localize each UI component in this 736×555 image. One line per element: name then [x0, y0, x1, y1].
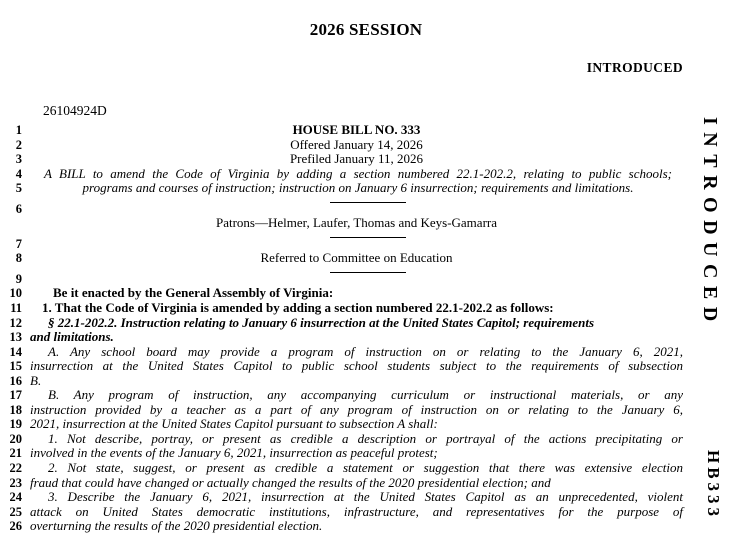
bill-line-13 [0, 330, 736, 345]
bill-line-20 [0, 432, 736, 447]
line-number: 19 [9, 417, 22, 432]
bill-line-4 [0, 167, 736, 182]
bill-line-19 [0, 417, 736, 432]
line-number: 3 [15, 152, 22, 167]
bill-line-2 [0, 138, 736, 153]
bill-line-24 [0, 490, 736, 505]
bill-line-12 [0, 316, 736, 331]
line-number: 21 [9, 446, 22, 461]
line-number: 12 [9, 315, 22, 330]
line-text: A. Any school board may provide a program of instruction on or relating to the January 6, 2021, [48, 343, 683, 359]
line-number: 10 [9, 286, 22, 301]
line-text: Offered January 14, 2026 [290, 136, 423, 152]
bill-line-9 [0, 272, 736, 287]
line-number: 23 [9, 475, 22, 490]
line-text: Prefiled January 11, 2026 [289, 151, 424, 167]
line-number: 2 [15, 137, 22, 152]
vertical-introduced-label: INTRODUCED [699, 117, 721, 329]
line-number: 4 [15, 166, 22, 181]
line-text: programs and courses of instruction; instruction on January 6 insurrection; requirements and limitations. [82, 180, 634, 196]
line-text: fraud that could have changed or actually changed the results of the 2020 presidential election; and [30, 474, 551, 490]
separator-rule [330, 237, 406, 238]
line-text: insurrection at the United States Capitol to public school students subject to the requirements of subsection [30, 358, 683, 374]
line-text: instruction provided by a teacher as a part of any program of instruction on or relating to the January 6, [30, 401, 683, 417]
line-text: 1. That the Code of Virginia is amended by adding a section numbered 22.1-202.2 as follows: [42, 300, 554, 316]
line-number: 13 [9, 330, 22, 345]
bill-line-26 [0, 519, 736, 534]
line-text: and limitations. [30, 329, 114, 345]
bill-line-7 [0, 237, 736, 252]
line-number: 11 [10, 301, 22, 316]
line-number: 7 [15, 236, 22, 251]
bill-line-1 [0, 123, 736, 138]
bill-line-8 [0, 251, 736, 266]
line-text: Be it enacted by the General Assembly of Virginia: [53, 285, 334, 301]
line-number: 16 [9, 373, 22, 388]
line-text: involved in the events of the January 6, 2021, insurrection as peaceful protest; [30, 445, 438, 461]
vertical-bill-number: HB333 [704, 450, 723, 521]
bill-line-22 [0, 461, 736, 476]
line-text: HOUSE BILL NO. 333 [292, 122, 421, 137]
line-text: B. [30, 372, 42, 388]
line-text: B. Any program of instruction, any accompanying curriculum or instructional materials, or any [48, 387, 683, 403]
bill-line-16 [0, 374, 736, 389]
separator-rule [330, 272, 406, 273]
line-text: 2. Not state, suggest, or present as credible a statement or suggestion that there was extensive election [48, 460, 683, 476]
line-number: 24 [9, 490, 22, 505]
line-number: 6 [15, 201, 22, 216]
line-text: attack on United States democratic institutions, infrastructure, and representatives for the purpose of [30, 503, 683, 519]
line-number: 1 [15, 123, 22, 137]
bill-line-5 [0, 181, 736, 196]
patrons-line [0, 216, 736, 231]
line-text: 3. Describe the January 6, 2021, insurrection at the United States Capitol as an unprecedented, violent [48, 489, 683, 505]
bill-text-body [0, 123, 736, 534]
bill-line-11 [0, 301, 736, 316]
bill-line-15 [0, 359, 736, 374]
bill-line-25 [0, 505, 736, 520]
line-text: 2021, insurrection at the United States Capitol pursuant to subsection A shall: [30, 416, 438, 432]
line-number: 14 [9, 344, 22, 359]
document-number: 26104924D [43, 103, 107, 118]
line-number: 5 [15, 181, 22, 196]
bill-line-3 [0, 152, 736, 167]
line-number: 15 [9, 359, 22, 374]
line-text: overturning the results of the 2020 presidential election. [30, 518, 323, 534]
line-text: Referred to Committee on Education [260, 250, 453, 266]
line-number: 9 [15, 271, 22, 286]
bill-line-17 [0, 388, 736, 403]
session-title: 2026 SESSION [309, 20, 423, 39]
line-number: 22 [9, 461, 22, 476]
line-number: 8 [15, 251, 22, 266]
bill-line-10 [0, 286, 736, 301]
line-text: § 22.1-202.2. Instruction relating to January 6 insurrection at the United States Capitol; requirements [48, 314, 595, 330]
line-text: 1. Not describe, portray, or present as credible a description or portrayal of the actions precipitating or [48, 430, 683, 446]
line-number: 18 [9, 402, 22, 417]
line-text: A BILL to amend the Code of Virginia by adding a section numbered 22.1-202.2, relating to public schools; [44, 165, 672, 181]
line-number: 17 [9, 388, 22, 403]
line-text: Patrons—Helmer, Laufer, Thomas and Keys-Gamarra [215, 215, 497, 231]
bill-line-14 [0, 345, 736, 360]
bill-line-18 [0, 403, 736, 418]
bill-line-23 [0, 476, 736, 491]
bill-line-21 [0, 446, 736, 461]
separator-rule [330, 202, 406, 203]
line-number: 20 [9, 431, 22, 446]
line-number: 26 [9, 519, 22, 534]
bill-line-6 [0, 202, 736, 217]
line-number: 25 [9, 504, 22, 519]
introduced-stamp: INTRODUCED [586, 60, 683, 75]
